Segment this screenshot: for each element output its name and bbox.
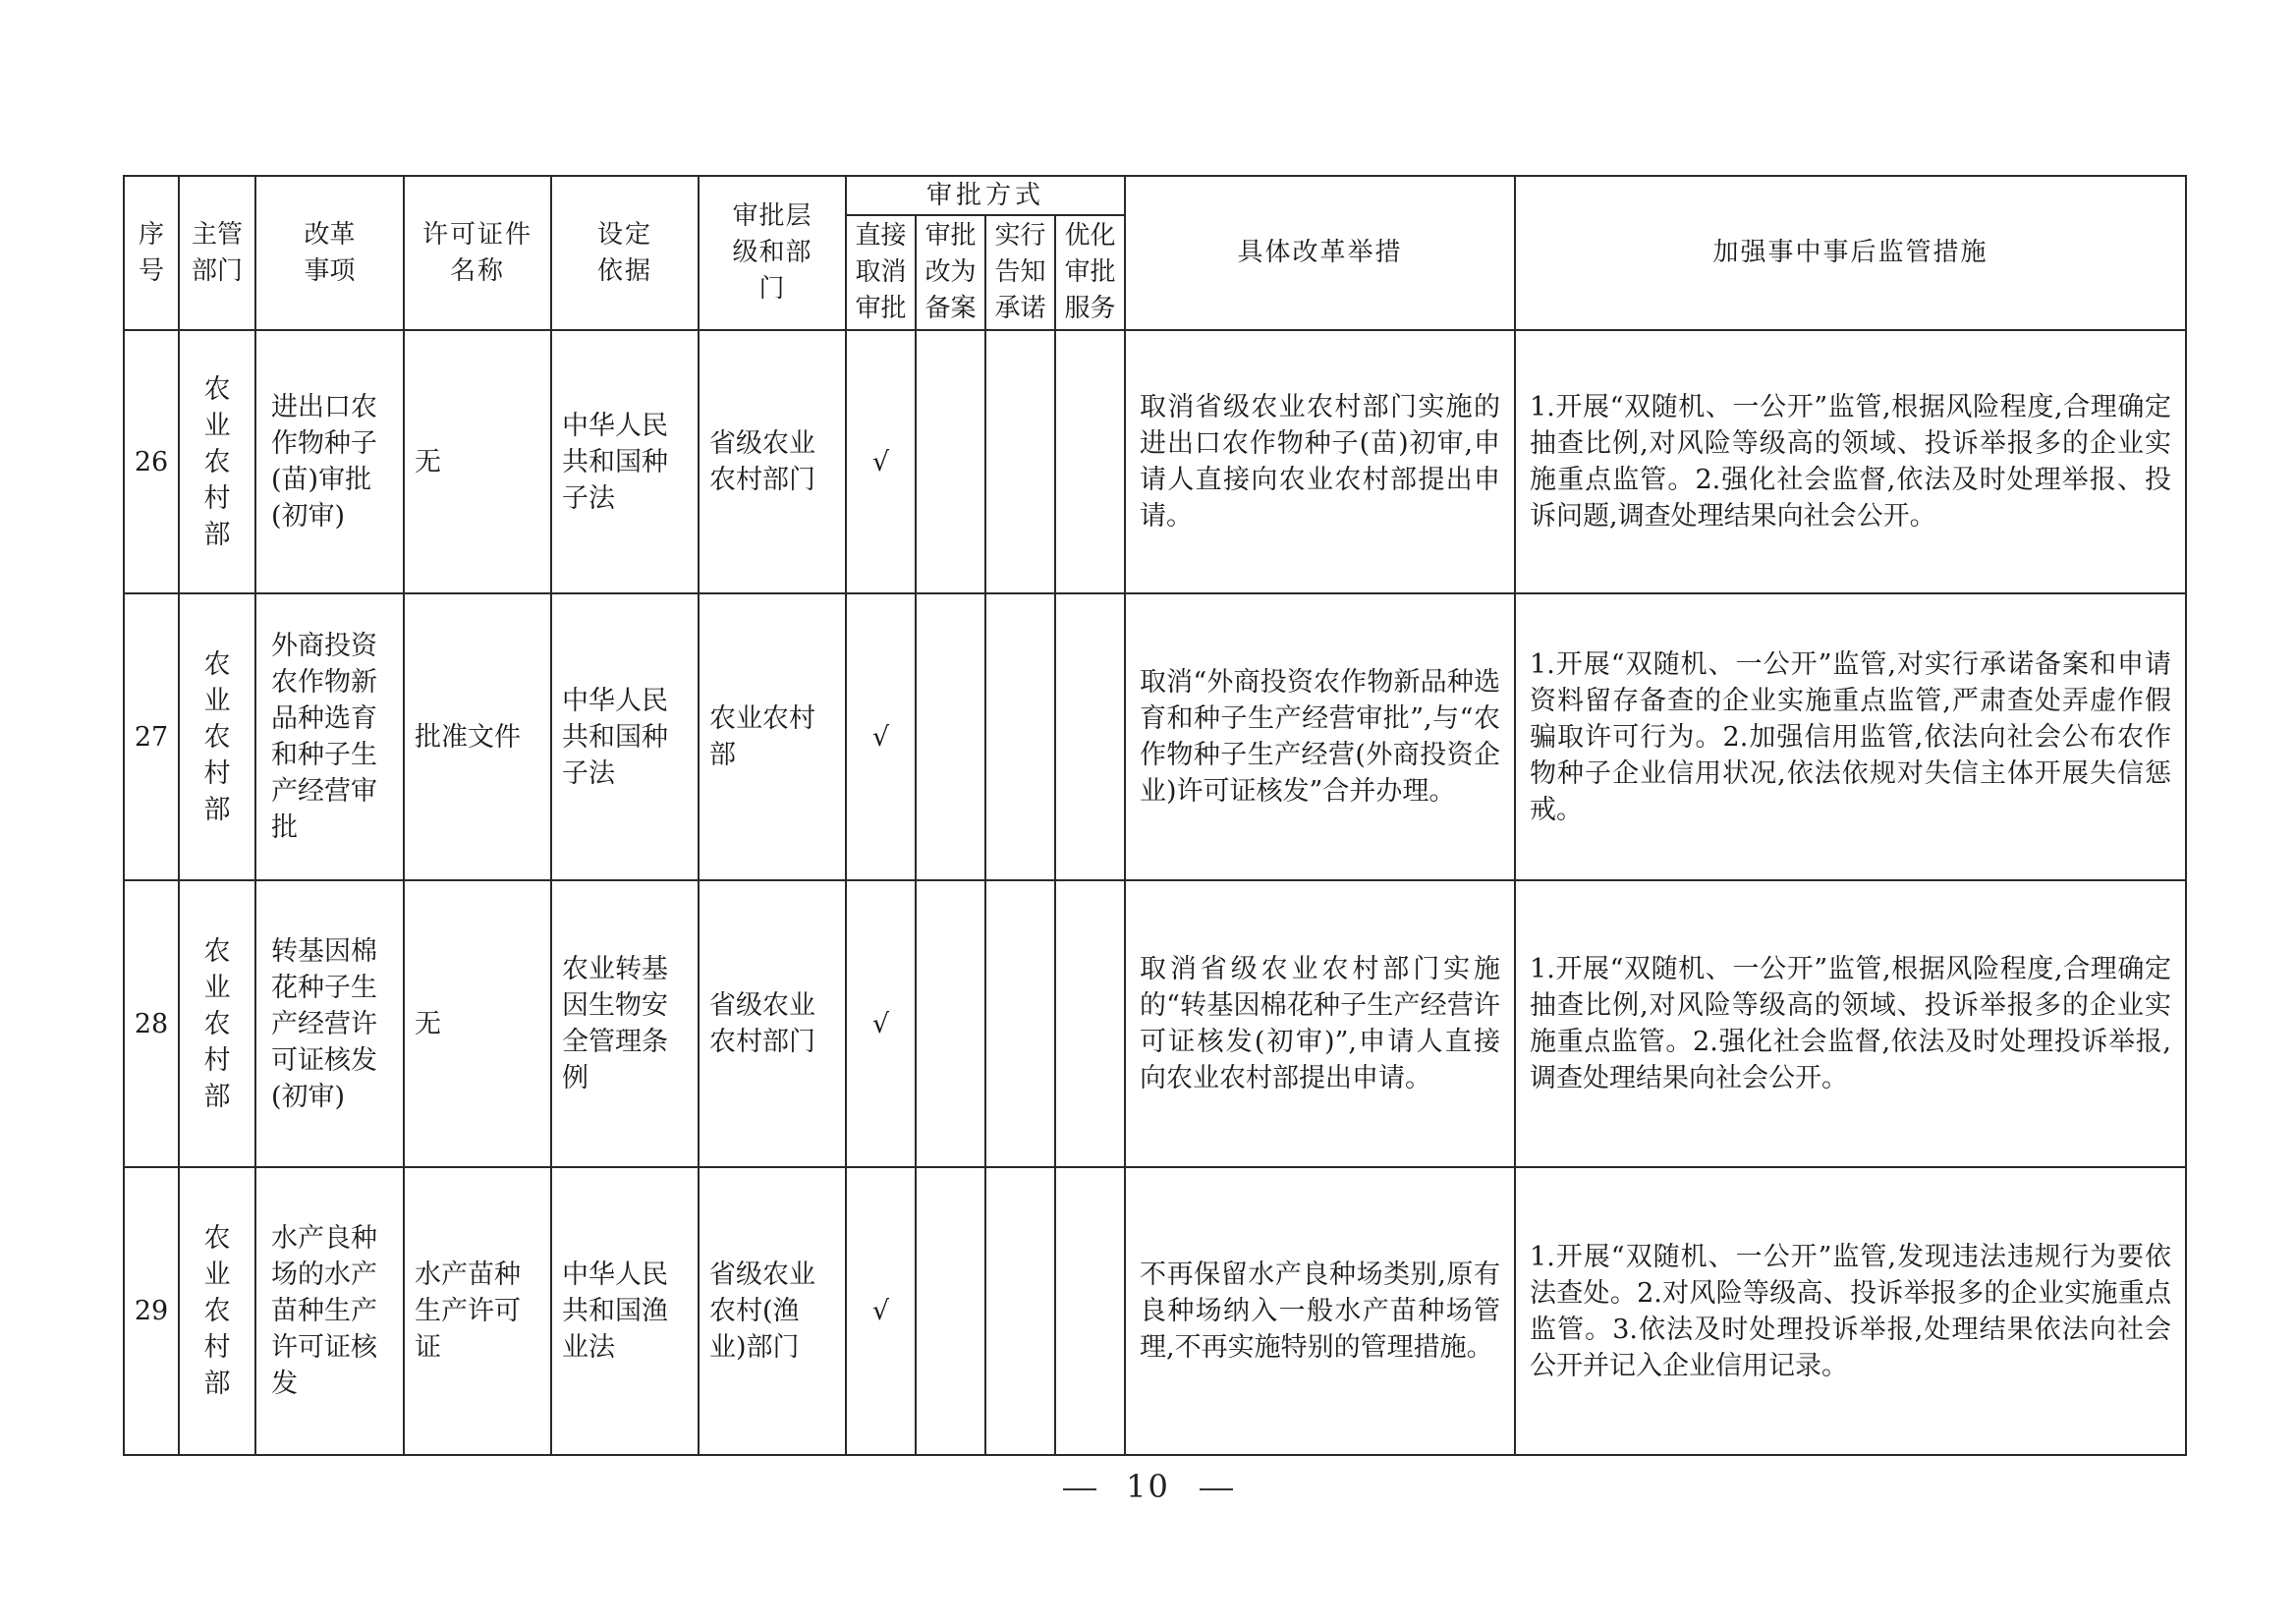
header-basis: 设定依据 [551,176,699,330]
row-seq: 26 [124,330,179,593]
table-row [124,330,2186,593]
reform-table [123,175,2187,1456]
row-item: 转基因棉花种子生产经营许可证核发(初审) [255,880,404,1167]
header-mode: 审批方式 [846,176,1125,215]
row-dept: 农业农村部 [179,880,255,1167]
row-mark-cancel: √ [846,1167,916,1455]
page-number-text: 10 [1126,1468,1170,1505]
row-measure: 取消省级农业农村部门实施的进出口农作物种子(苗)初审,申请人直接向农业农村部提出申请。 [1125,330,1515,593]
row-level: 农业农村部 [699,593,846,880]
header-seq: 序号 [124,176,179,330]
table-row [124,880,2186,1167]
row-basis: 中华人民共和国渔业法 [551,1167,699,1455]
header-dept: 主管部门 [179,176,255,330]
row-license: 无 [404,330,551,593]
row-measure: 取消“外商投资农作物新品种选育和种子生产经营审批”,与“农作物种子生产经营(外商投资企业)许可证核发”合并办理。 [1125,593,1515,880]
row-mark-notify [985,593,1055,880]
row-mark-filing [916,330,985,593]
row-seq: 29 [124,1167,179,1455]
row-mark-notify [985,1167,1055,1455]
header-mode-filing: 审批改为备案 [916,215,985,330]
header-mode-optimize: 优化审批服务 [1055,215,1125,330]
row-license: 水产苗种生产许可证 [404,1167,551,1455]
row-license: 批准文件 [404,593,551,880]
row-basis: 中华人民共和国种子法 [551,330,699,593]
row-level: 省级农业农村部门 [699,330,846,593]
row-supervision: 1.开展“双随机、一公开”监管,发现违法违规行为要依法查处。2.对风险等级高、投诉举报多的企业实施重点监管。3.依法及时处理投诉举报,处理结果依法向社会公开并记入企业信用记录。 [1515,1167,2186,1455]
table-row [124,1167,2186,1455]
page-number [0,1468,2296,1505]
header-item: 改革事项 [255,176,404,330]
header-mode-notify: 实行告知承诺 [985,215,1055,330]
row-measure: 取消省级农业农村部门实施的“转基因棉花种子生产经营许可证核发(初审)”,申请人直接向农业农村部提出申请。 [1125,880,1515,1167]
header-level: 审批层级和部门 [699,176,846,330]
header-supervision: 加强事中事后监管措施 [1515,176,2186,330]
row-mark-notify [985,880,1055,1167]
row-mark-cancel: √ [846,593,916,880]
row-mark-optimize [1055,880,1125,1167]
table-row [124,593,2186,880]
row-measure: 不再保留水产良种场类别,原有良种场纳入一般水产苗种场管理,不再实施特别的管理措施。 [1125,1167,1515,1455]
row-license: 无 [404,880,551,1167]
row-seq: 28 [124,880,179,1167]
row-item: 进出口农作物种子(苗)审批(初审) [255,330,404,593]
row-mark-filing [916,880,985,1167]
page-number-dash-right [1200,1488,1233,1490]
row-item: 水产良种场的水产苗种生产许可证核发 [255,1167,404,1455]
row-dept: 农业农村部 [179,1167,255,1455]
row-level: 省级农业农村(渔业)部门 [699,1167,846,1455]
header-license: 许可证件名称 [404,176,551,330]
row-level: 省级农业农村部门 [699,880,846,1167]
row-mark-optimize [1055,1167,1125,1455]
row-basis: 农业转基因生物安全管理条例 [551,880,699,1167]
row-mark-notify [985,330,1055,593]
row-mark-cancel: √ [846,880,916,1167]
page-number-dash-left [1063,1488,1096,1490]
row-mark-filing [916,593,985,880]
header-measure: 具体改革举措 [1125,176,1515,330]
row-item: 外商投资农作物新品种选育和种子生产经营审批 [255,593,404,880]
row-mark-optimize [1055,330,1125,593]
header-mode-cancel: 直接取消审批 [846,215,916,330]
row-supervision: 1.开展“双随机、一公开”监管,对实行承诺备案和申请资料留存备查的企业实施重点监管,严肃查处弄虚作假骗取许可行为。2.加强信用监管,依法向社会公布农作物种子企业信用状况,依法依规对失信主体开展失信惩戒。 [1515,593,2186,880]
row-seq: 27 [124,593,179,880]
row-supervision: 1.开展“双随机、一公开”监管,根据风险程度,合理确定抽查比例,对风险等级高的领域、投诉举报多的企业实施重点监管。2.强化社会监督,依法及时处理举报、投诉问题,调查处理结果向社会公开。 [1515,330,2186,593]
row-basis: 中华人民共和国种子法 [551,593,699,880]
row-dept: 农业农村部 [179,593,255,880]
row-mark-cancel: √ [846,330,916,593]
row-mark-optimize [1055,593,1125,880]
row-mark-filing [916,1167,985,1455]
row-supervision: 1.开展“双随机、一公开”监管,根据风险程度,合理确定抽查比例,对风险等级高的领域、投诉举报多的企业实施重点监管。2.强化社会监督,依法及时处理投诉举报,调查处理结果向社会公开。 [1515,880,2186,1167]
row-dept: 农业农村部 [179,330,255,593]
